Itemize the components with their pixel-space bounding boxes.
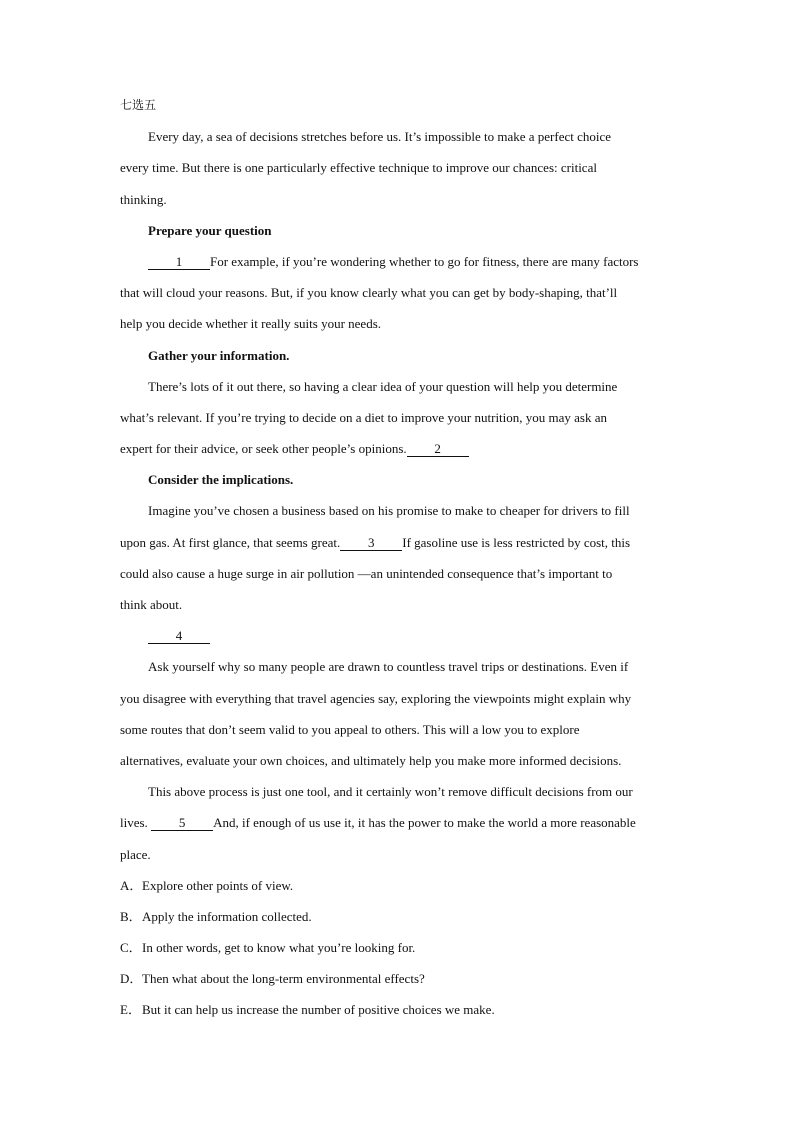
option-e-text: But it can help us increase the number of positive choices we make. (142, 1002, 495, 1018)
option-d-text: Then what about the long-term environmental effects? (142, 971, 425, 987)
option-b[interactable] (120, 901, 680, 932)
blank-4[interactable]: 4 (148, 629, 210, 644)
blank-1[interactable]: 1 (148, 255, 210, 270)
section4-heading-blank (120, 620, 680, 651)
option-c-letter: C． (120, 940, 142, 956)
section-heading-consider: Consider the implications. (148, 472, 294, 488)
conclusion-line-1: This above process is just one tool, and it certainly won’t remove difficult decisions from our (148, 784, 633, 800)
option-c-text: In other words, get to know what you’re looking for. (142, 940, 416, 956)
option-d[interactable] (120, 963, 680, 994)
section2-line-2: what’s relevant. If you’re trying to decide on a diet to improve your nutrition, you may ask an (120, 409, 608, 425)
option-d-letter: D． (120, 971, 143, 987)
section3-line-2 (120, 527, 680, 558)
section1-line-1-text: For example, if you’re wondering whether to go for fitness, there are many factors (210, 253, 639, 269)
option-a-text: Explore other points of view. (142, 877, 294, 893)
blank-2[interactable]: 2 (407, 442, 469, 457)
option-c[interactable] (120, 932, 680, 963)
option-b-letter: B． (120, 908, 142, 924)
document-page (120, 90, 680, 1026)
intro-line-3: thinking. (120, 191, 167, 207)
section3-line-3: could also cause a huge surge in air pollution —an unintended consequence that’s important to (120, 565, 613, 581)
option-a-letter: A． (120, 877, 143, 893)
section2-line-1: There’s lots of it out there, so having a clear idea of your question will help you determine (148, 378, 618, 394)
section4-line-4: alternatives, evaluate your own choices, and ultimately help you make more informed decisions. (120, 752, 622, 768)
conclusion-line-2-after: And, if enough of us use it, it has the power to make the world a more reasonable (213, 815, 636, 831)
blank-5[interactable]: 5 (151, 816, 213, 831)
intro-line-1: Every day, a sea of decisions stretches before us. It’s impossible to make a perfect choice (148, 129, 612, 145)
conclusion-line-3: place. (120, 846, 151, 862)
section3-line-4: think about. (120, 597, 183, 612)
section1-line-3: help you decide whether it really suits your needs. (120, 316, 382, 332)
section2-line-3 (120, 433, 680, 464)
option-a[interactable] (120, 870, 680, 901)
section-heading-gather: Gather your information. (148, 347, 290, 363)
section-heading-prepare: Prepare your question (148, 222, 272, 238)
section1-line-1 (120, 246, 680, 277)
conclusion-line-2-before: lives. (120, 815, 148, 831)
option-b-text: Apply the information collected. (142, 908, 312, 924)
intro-line-2: every time. But there is one particularly effective technique to improve our chances: critical (120, 160, 597, 176)
blank-3[interactable]: 3 (340, 536, 402, 551)
section4-line-1: Ask yourself why so many people are drawn to countless travel trips or destinations. Even if (148, 659, 629, 675)
option-e[interactable] (120, 994, 680, 1025)
section3-line-2-after: If gasoline use is less restricted by cost, this (402, 534, 631, 550)
section2-line-3-text: expert for their advice, or seek other people’s opinions. (120, 441, 407, 457)
conclusion-line-2 (120, 807, 680, 838)
section1-line-2: that will cloud your reasons. But, if you know clearly what you can get by body-shaping, that’ll (120, 285, 618, 301)
section4-line-3: some routes that don’t seem valid to you appeal to others. This will a low you to explore (120, 721, 580, 737)
exercise-title: 七选五 (120, 98, 157, 112)
section3-line-2-before: upon gas. At first glance, that seems great. (120, 534, 341, 550)
section4-line-2: you disagree with everything that travel agencies say, exploring the viewpoints might explain why (120, 690, 632, 706)
option-e-letter: E． (120, 1002, 141, 1018)
section3-line-1: Imagine you’ve chosen a business based on his promise to make to cheaper for drivers to fill (148, 503, 630, 519)
